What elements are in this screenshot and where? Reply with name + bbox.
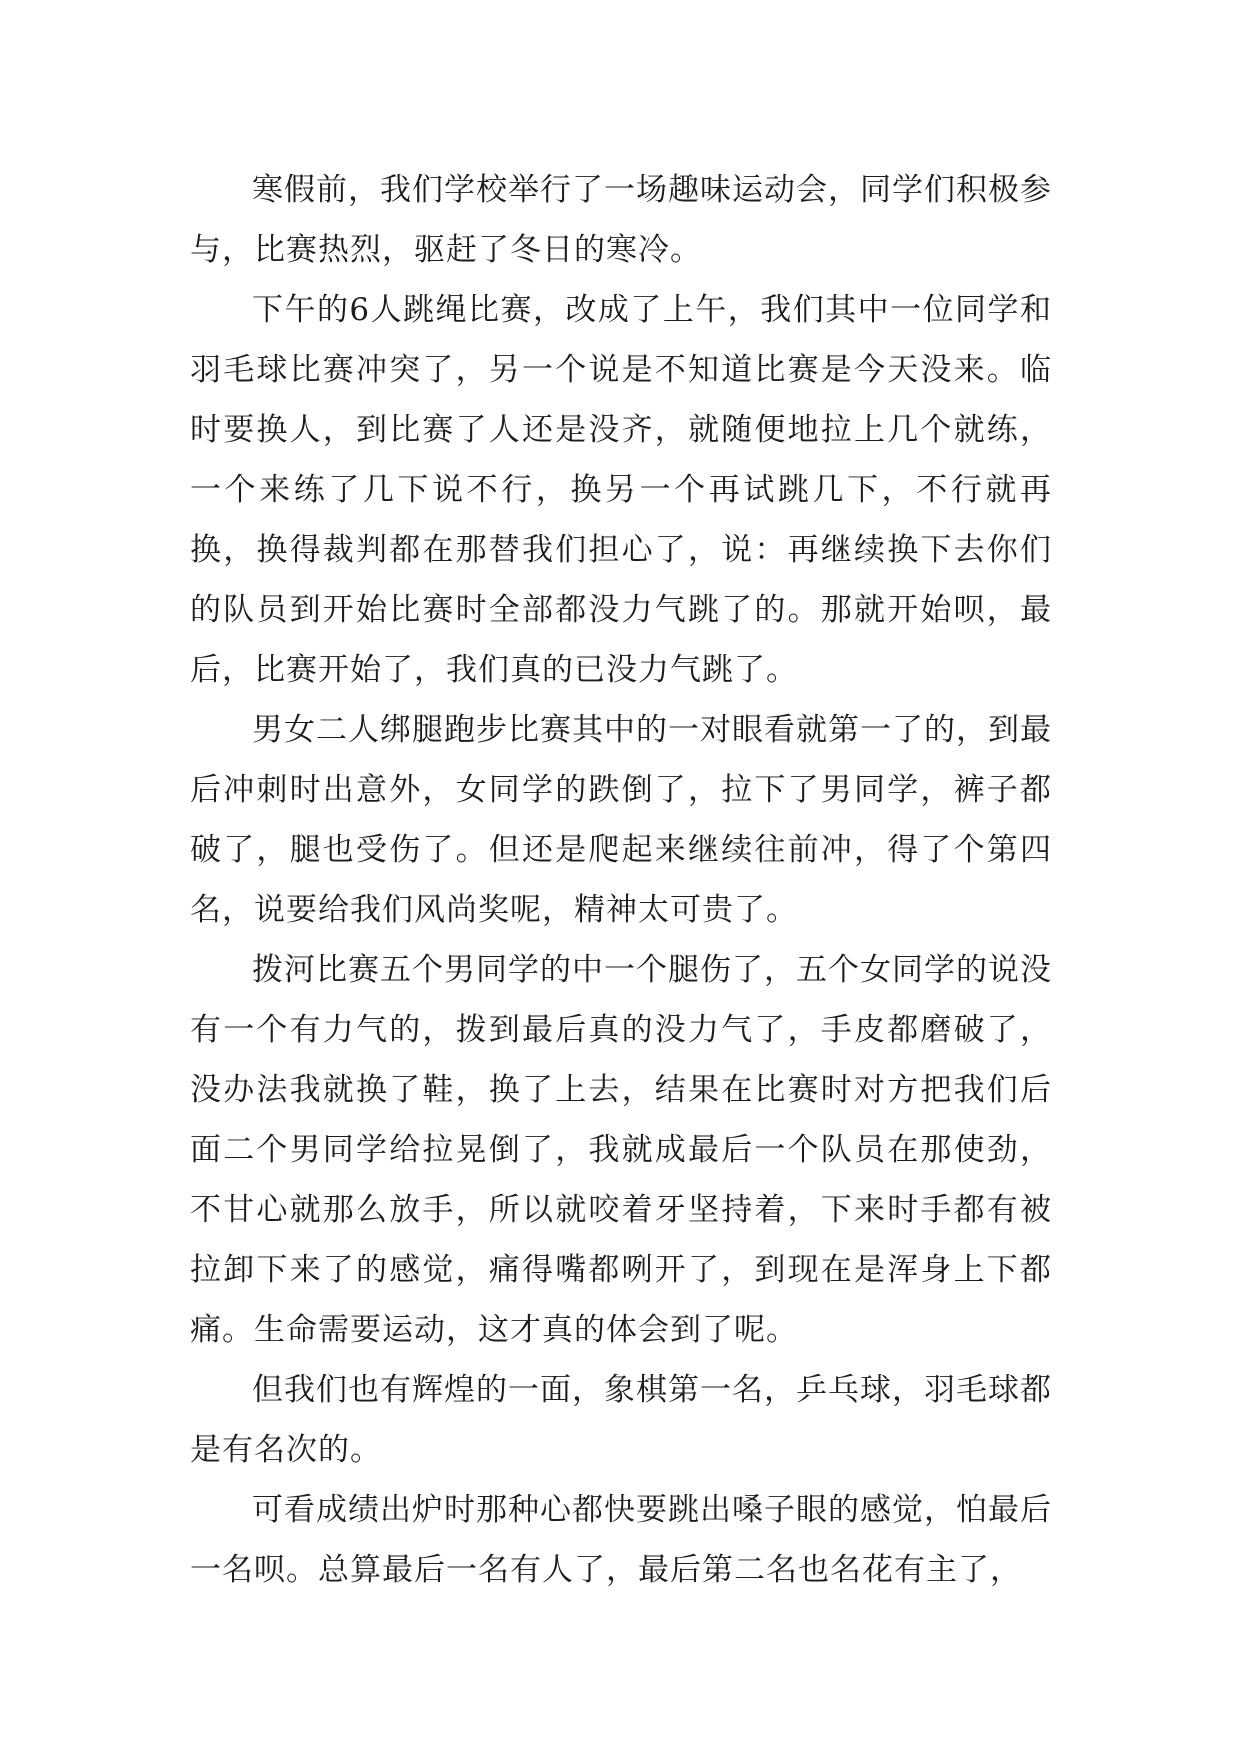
paragraph-2: 下午的6人跳绳比赛，改成了上午，我们其中一位同学和羽毛球比赛冲突了，另一个说是不知道比赛是今天没来。临时要换人，到比赛了人还是没齐，就随便地拉上几个就练，一个来练了几下说不行，换另一个再试跳几下，不行就再换，换得裁判都在那替我们担心了，说：再继续换下去你们的队员到开始比赛时全部都没力气跳了的。那就开始呗，最后，比赛开始了，我们真的已没力气跳了。 (190, 292, 1052, 688)
paragraph-4: 拨河比赛五个男同学的中一个腿伤了，五个女同学的说没有一个有力气的，拨到最后真的没力气了，手皮都磨破了，没办法我就换了鞋，换了上去，结果在比赛时对方把我们后面二个男同学给拉晃倒了，我就成最后一个队员在那使劲，不甘心就那么放手，所以就咬着牙坚持着，下来时手都有被拉卸下来了的感觉，痛得嘴都咧开了，到现在是浑身上下都痛。生命需要运动，这才真的体会到了呢。 (190, 952, 1052, 1348)
paragraph-6: 可看成绩出炉时那种心都快要跳出嗓子眼的感觉，怕最后一名呗。总算最后一名有人了，最后第二名也名花有主了， (190, 1492, 1052, 1588)
paragraph-1: 寒假前，我们学校举行了一场趣味运动会，同学们积极参与，比赛热烈，驱赶了冬日的寒冷。 (190, 172, 1052, 268)
paragraph-5: 但我们也有辉煌的一面，象棋第一名，乒乓球，羽毛球都是有名次的。 (190, 1372, 1052, 1468)
document-body (190, 160, 1052, 1600)
paragraph-3: 男女二人绑腿跑步比赛其中的一对眼看就第一了的，到最后冲刺时出意外，女同学的跌倒了，拉下了男同学，裤子都破了，腿也受伤了。但还是爬起来继续往前冲，得了个第四名，说要给我们风尚奖呢，精神太可贵了。 (190, 712, 1052, 928)
